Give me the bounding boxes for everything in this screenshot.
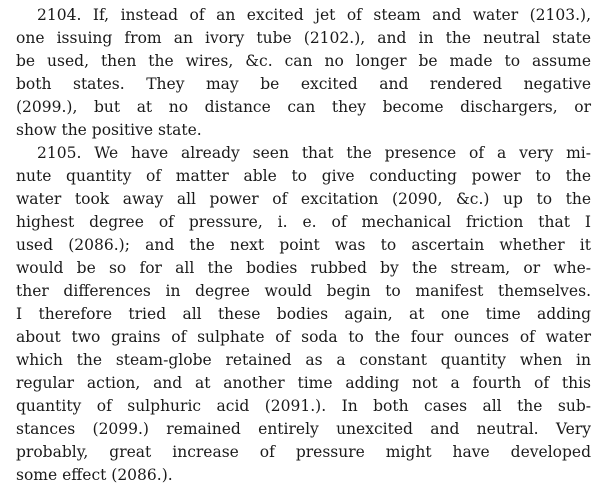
text-line: (2099.), but at no distance can they become dischargers, or xyxy=(16,98,591,116)
text-line xyxy=(37,142,591,164)
text-line: highest degree of pressure, i. e. of mechanical friction that I xyxy=(16,213,591,231)
text-line: which the steam-globe retained as a constant quantity when in xyxy=(16,351,591,369)
line-text: We have already seen that the presence of a very mi- xyxy=(94,144,592,162)
text-line: one issuing from an ivory tube (2102.), and in the neutral state xyxy=(16,29,591,47)
text-line: used (2086.); and the next point was to ascertain whether it xyxy=(16,236,591,254)
text-line: show the positive state. xyxy=(16,121,202,139)
text-line: probably, great increase of pressure might have developed xyxy=(16,443,591,461)
text-line: about two grains of sulphate of soda to the four ounces of water xyxy=(16,328,591,346)
text-line: regular action, and at another time adding not a fourth of this xyxy=(16,374,591,392)
text-line: would be so for all the bodies rubbed by the stream, or whe- xyxy=(16,259,591,277)
line-text: If, instead of an excited jet of steam and water (2103.), xyxy=(92,6,591,24)
text-line: be used, then the wires, &c. can no longer be made to assume xyxy=(16,52,591,70)
text-line: some effect (2086.). xyxy=(16,466,173,484)
paragraph-number: 2104. xyxy=(37,6,82,24)
text-line: ther differences in degree would begin to manifest themselves. xyxy=(16,282,591,300)
text-line: both states. They may be excited and rendered negative xyxy=(16,75,591,93)
text-line: quantity of sulphuric acid (2091.). In both cases all the sub- xyxy=(16,397,591,415)
text-line xyxy=(37,4,591,26)
text-line: nute quantity of matter able to give conducting power to the xyxy=(16,167,591,185)
text-line: stances (2099.) remained entirely unexcited and neutral. Very xyxy=(16,420,591,438)
text-line: I therefore tried all these bodies again, at one time adding xyxy=(16,305,591,323)
text-line: water took away all power of excitation (2090, &c.) up to the xyxy=(16,190,591,208)
paragraph-number: 2105. xyxy=(37,144,82,162)
